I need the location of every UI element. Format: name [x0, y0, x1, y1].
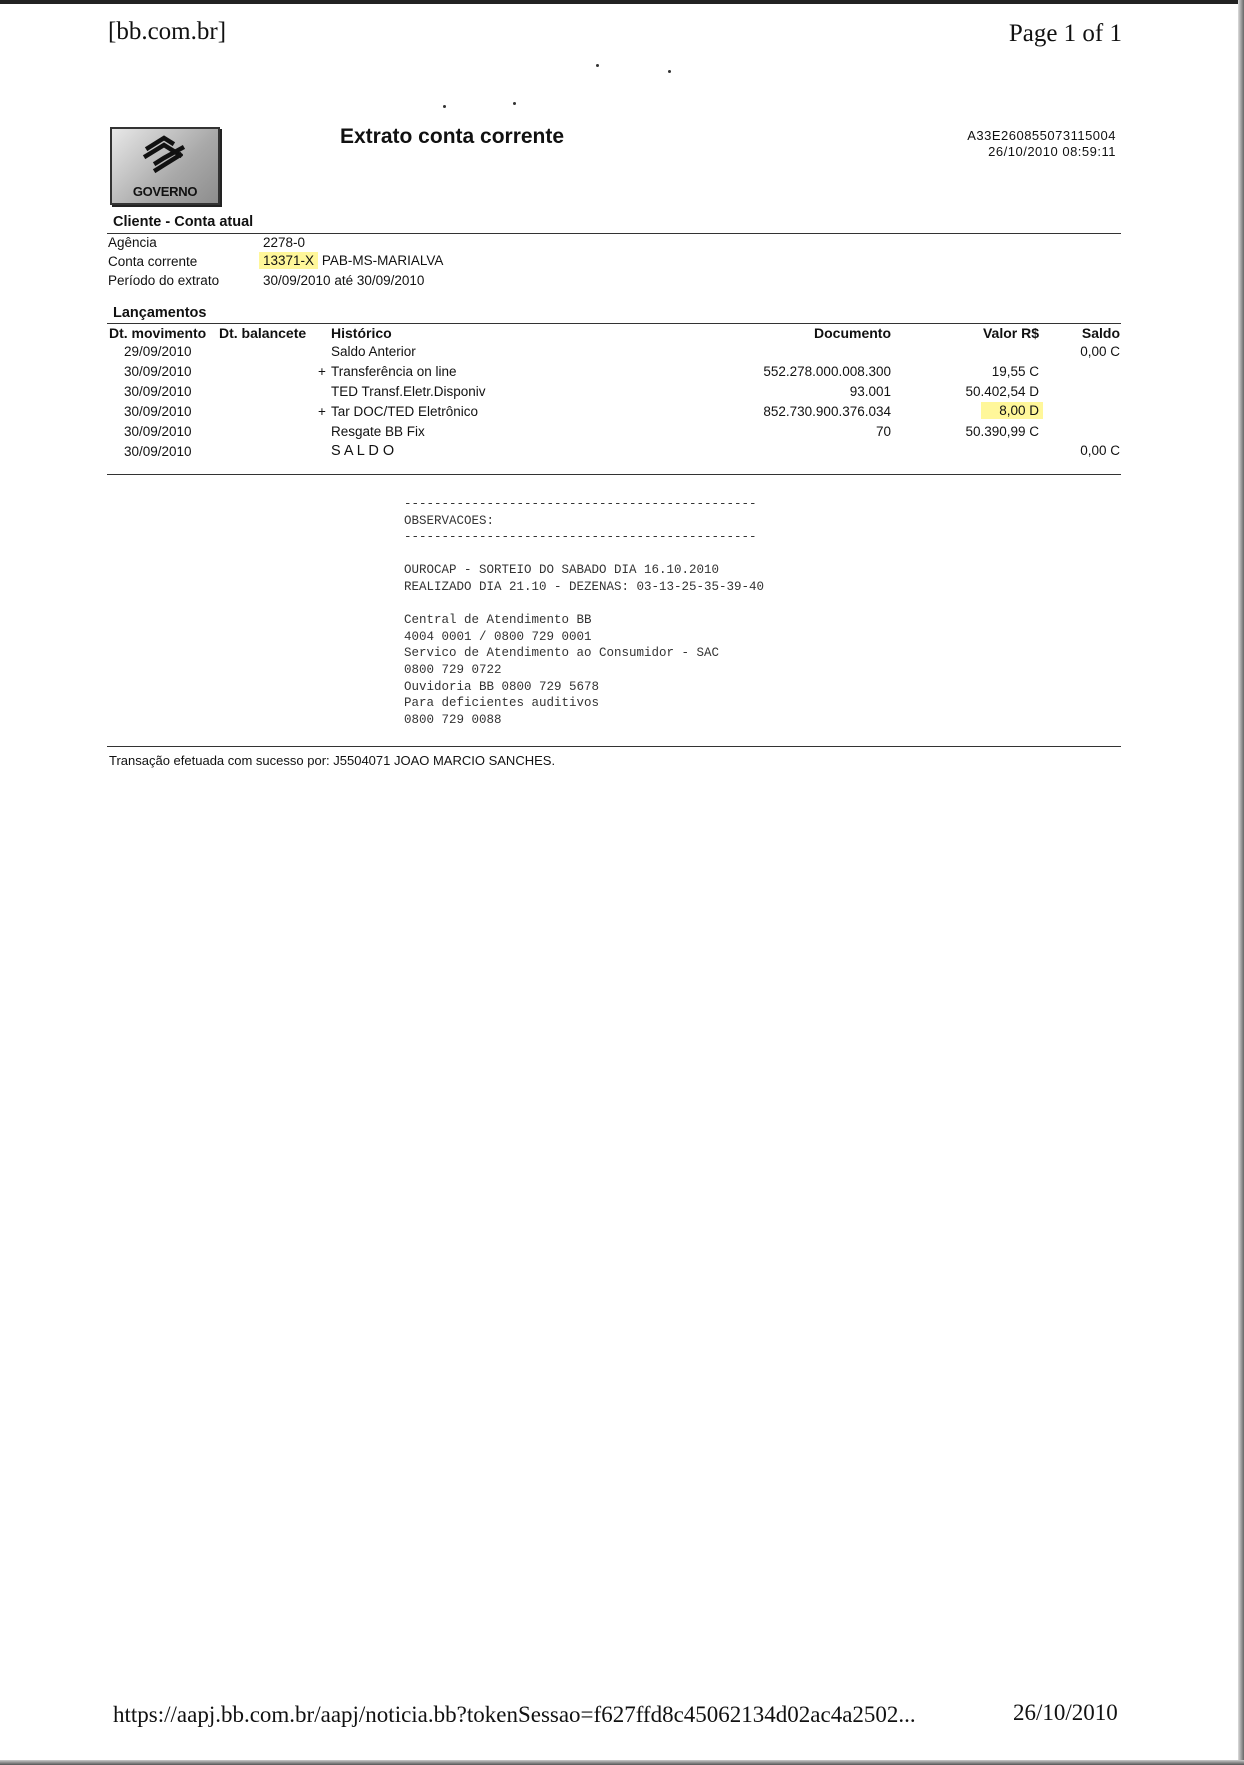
obs-line: Ouvidoria BB 0800 729 5678: [404, 679, 600, 694]
page-url: https://aapj.bb.com.br/aapj/noticia.bb?tokenSessao=f627ffd8c45062134d02ac4a2502...: [113, 1702, 916, 1727]
row-dt-movimento: 29/09/2010: [124, 344, 192, 359]
row-historico: S A L D O: [331, 443, 395, 459]
row-valor: 50.390,99 C: [965, 424, 1039, 439]
obs-heading: OBSERVACOES:: [404, 513, 495, 528]
conta-number: 13371-X: [259, 252, 318, 269]
divider: [107, 323, 1121, 324]
obs-dashes: -----------------------------------------------: [404, 530, 757, 545]
row-prefix: +: [318, 364, 326, 379]
obs-line: OUROCAP - SORTEIO DO SABADO DIA 16.10.2010: [404, 563, 720, 578]
row-historico: Saldo Anterior: [331, 344, 416, 359]
obs-line: 0800 729 0088: [404, 712, 502, 727]
observations-block: [404, 496, 764, 728]
site-header: [bb.com.br]: [108, 18, 227, 45]
row-valor: 50.402,54 D: [965, 384, 1039, 399]
scan-border-bottom: [0, 1760, 1244, 1765]
row-saldo: 0,00 C: [1080, 443, 1120, 458]
row-dt-movimento: 30/09/2010: [124, 364, 192, 379]
page-indicator: Page 1 of 1: [1008, 20, 1122, 47]
logo-label: GOVERNO: [132, 184, 198, 199]
document-datetime: 26/10/2010 08:59:11: [988, 144, 1116, 159]
page-title: Extrato conta corrente: [340, 125, 565, 148]
col-documento: Documento: [814, 325, 891, 341]
client-heading: Cliente - Conta atual: [113, 214, 254, 230]
obs-dashes: -----------------------------------------------: [404, 497, 757, 511]
obs-line: Central de Atendimento BB: [404, 613, 592, 628]
row-documento: 70: [875, 424, 891, 439]
row-prefix: +: [318, 404, 326, 419]
divider: [107, 746, 1121, 747]
obs-line: Para deficientes auditivos: [404, 696, 600, 711]
scan-border-right: [1238, 0, 1244, 1765]
lancamentos-heading: Lançamentos: [113, 305, 207, 321]
col-saldo: Saldo: [1081, 325, 1120, 341]
transaction-status: Transação efetuada com sucesso por: J5504071 JOAO MARCIO SANCHES.: [109, 753, 556, 768]
row-dt-movimento: 30/09/2010: [124, 424, 192, 439]
row-valor-highlighted: [981, 403, 1043, 418]
document-id: A33E260855073115004: [967, 128, 1116, 143]
periodo-value: 30/09/2010 até 30/09/2010: [263, 273, 425, 288]
conta-label: Conta corrente: [108, 254, 198, 269]
col-dt-movimento: Dt. movimento: [109, 325, 207, 341]
divider: [107, 474, 1121, 475]
col-valor: Valor R$: [982, 325, 1039, 341]
obs-line: REALIZADO DIA 21.10 - DEZENAS: 03-13-25-35-39-40: [404, 579, 765, 594]
row-historico: TED Transf.Eletr.Disponiv: [331, 384, 486, 399]
obs-line: Servico de Atendimento ao Consumidor - SAC: [404, 646, 720, 661]
bb-logo-icon: [142, 134, 186, 174]
col-historico: Histórico: [331, 325, 392, 341]
row-historico: Tar DOC/TED Eletrônico: [331, 404, 479, 419]
obs-line: 0800 729 0722: [404, 662, 502, 677]
row-documento: 552.278.000.008.300: [763, 364, 891, 379]
row-valor: 8,00 D: [981, 402, 1043, 419]
document-id-block: [967, 128, 1116, 160]
obs-line: 4004 0001 / 0800 729 0001: [404, 629, 592, 644]
divider: [107, 233, 1121, 234]
scan-border-top: [0, 0, 1244, 4]
col-dt-balancete: Dt. balancete: [219, 325, 307, 341]
agencia-value: 2278-0: [263, 235, 306, 250]
agencia-label: Agência: [108, 235, 157, 250]
row-valor: 19,55 C: [991, 364, 1039, 379]
bank-logo: [110, 127, 220, 205]
row-dt-movimento: 30/09/2010: [124, 444, 192, 459]
conta-name: PAB-MS-MARIALVA: [321, 253, 444, 268]
print-date: 26/10/2010: [1013, 1700, 1118, 1725]
row-documento: 93.001: [849, 384, 891, 399]
periodo-label: Período do extrato: [108, 273, 220, 288]
row-saldo: 0,00 C: [1080, 344, 1120, 359]
row-documento: 852.730.900.376.034: [763, 404, 891, 419]
conta-value: [259, 253, 443, 268]
row-historico: Resgate BB Fix: [331, 424, 425, 439]
row-dt-movimento: 30/09/2010: [124, 404, 192, 419]
row-dt-movimento: 30/09/2010: [124, 384, 192, 399]
row-historico: Transferência on line: [331, 364, 457, 379]
